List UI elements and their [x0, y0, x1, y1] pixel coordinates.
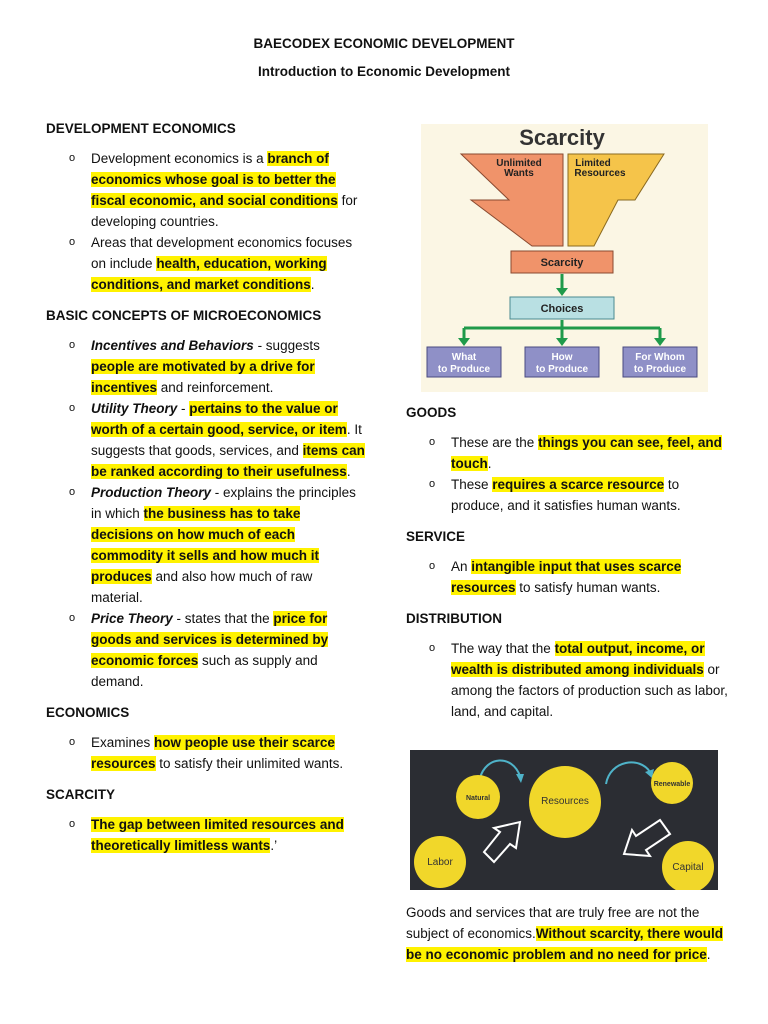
- document-title: BAECODEX ECONOMIC DEVELOPMENT: [253, 36, 515, 51]
- limited-resources-label-line1: Limited: [575, 158, 611, 169]
- heading-distribution: DISTRIBUTION: [406, 611, 502, 626]
- labor-label: Labor: [427, 857, 453, 868]
- distribution-list: [406, 638, 728, 722]
- list-item: o Utility Theory - pertains to the value or worth of a certain good, service, or item. It suggests that goods, services, and items can be ranked according to their usefulness.: [46, 398, 366, 482]
- list-item: o Examines how people use their scarce resources to satisfy their unlimited wants.: [46, 732, 366, 774]
- for-whom-to-produce-label-line1: For Whom: [635, 352, 685, 363]
- scarcity-diagram-title: Scarcity: [519, 125, 605, 150]
- for-whom-to-produce-label-line2: to Produce: [633, 364, 687, 375]
- list-item: o Production Theory - explains the principles in which the business has to take decisions on how much of each commodity it sells and how much it produces and also how much of raw material.: [46, 482, 366, 608]
- heading-microeconomics: BASIC CONCEPTS OF MICROECONOMICS: [46, 308, 322, 323]
- left-column: [46, 118, 366, 866]
- what-to-produce-label-line1: What: [451, 352, 477, 363]
- service-list: [406, 556, 728, 598]
- list-item: o An intangible input that uses scarce resources to satisfy human wants.: [406, 556, 728, 598]
- how-to-produce-label-line2: to Produce: [535, 364, 589, 375]
- document-subtitle: Introduction to Economic Development: [257, 64, 510, 79]
- closing-paragraph: Goods and services that are truly free are not the subject of economics.Without scarcity, there would be no economic problem and no need for price.: [406, 905, 723, 962]
- capital-label: Capital: [672, 862, 704, 873]
- choices-box-label: Choices: [540, 303, 584, 315]
- limited-resources-label-line2: Resources: [574, 168, 626, 179]
- right-column: [406, 402, 728, 732]
- goods-list: [406, 432, 728, 516]
- resources-label: Resources: [541, 796, 589, 807]
- heading-economics: ECONOMICS: [46, 705, 130, 720]
- list-item: o Price Theory - states that the price for goods and services is determined by economic forces such as supply and demand.: [46, 608, 366, 692]
- heading-goods: GOODS: [406, 405, 457, 420]
- list-item: o Development economics is a branch of economics whose goal is to better the fiscal economic, and social conditions for developing countries.: [46, 148, 366, 232]
- microeconomics-list: [46, 335, 366, 692]
- scarcity-list: [46, 814, 366, 856]
- renewable-label: Renewable: [653, 781, 691, 788]
- how-to-produce-label-line1: How: [551, 352, 573, 363]
- development-economics-list: [46, 148, 366, 295]
- list-item: o Incentives and Behaviors - suggests people are motivated by a drive for incentives and reinforcement.: [46, 335, 366, 398]
- list-item: o The gap between limited resources and theoretically limitless wants.’: [46, 814, 366, 856]
- heading-scarcity: SCARCITY: [46, 787, 116, 802]
- unlimited-wants-label-line2: Wants: [504, 168, 534, 179]
- scarcity-diagram: [421, 124, 708, 392]
- list-item: o These are the things you can see, feel, and touch.: [406, 432, 728, 474]
- heading-service: SERVICE: [406, 529, 466, 544]
- economics-list: [46, 732, 366, 774]
- unlimited-wants-label-line1: Unlimited: [496, 158, 542, 169]
- list-item: o The way that the total output, income, or wealth is distributed among individuals or among the factors of production such as labor, land, and capital.: [406, 638, 728, 722]
- list-item: o These requires a scarce resource to produce, and it satisfies human wants.: [406, 474, 728, 516]
- natural-label: Natural: [465, 795, 491, 802]
- heading-development-economics: DEVELOPMENT ECONOMICS: [46, 121, 236, 136]
- what-to-produce-label-line2: to Produce: [437, 364, 491, 375]
- resources-diagram: [410, 750, 718, 890]
- list-item: o Areas that development economics focuses on include health, education, working conditions, and market conditions.: [46, 232, 366, 295]
- scarcity-box-label: Scarcity: [540, 257, 584, 269]
